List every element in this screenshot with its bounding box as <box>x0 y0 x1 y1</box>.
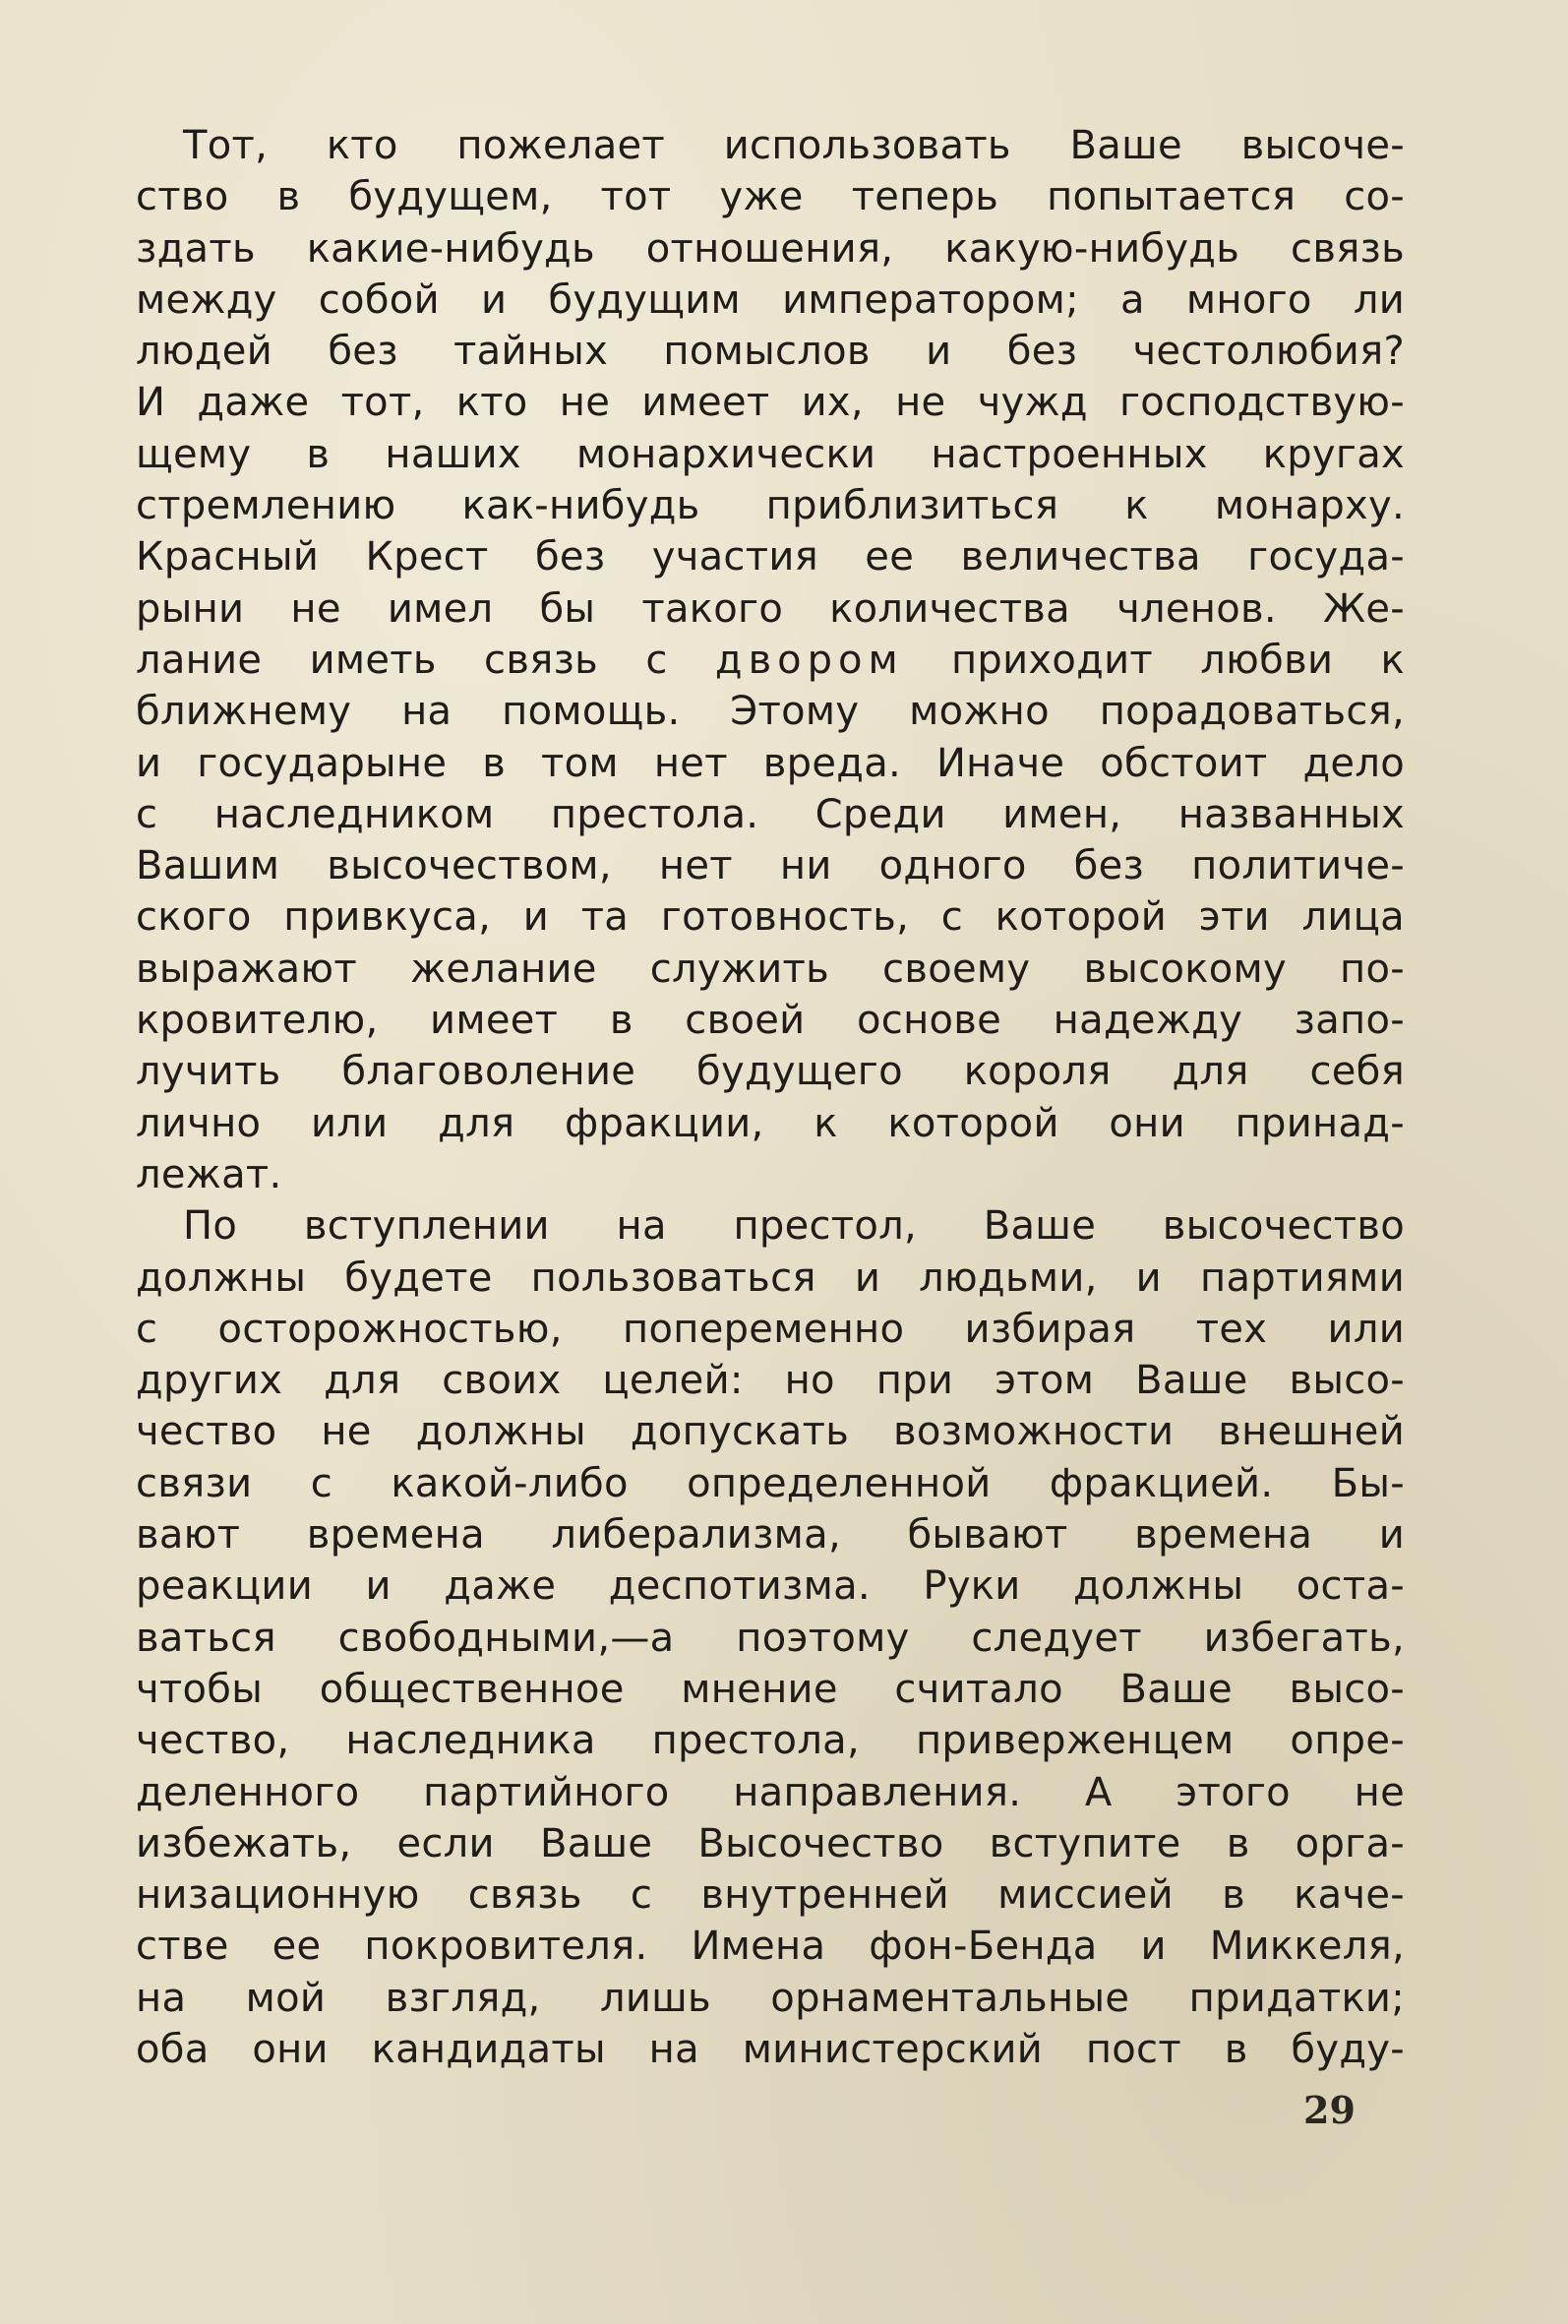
text-line: стве ее покровителя. Имена фон-Бенда и Миккеля, <box>136 1924 1405 1970</box>
text-line: лежат. <box>136 1151 282 1197</box>
text-line: должны будете пользоваться и людьми, и партиями <box>136 1254 1405 1301</box>
text-line: ство в будущем, тот уже теперь попытается со- <box>136 174 1405 220</box>
text-line: здать какие-нибудь отношения, какую-нибудь связь <box>136 225 1405 272</box>
text-line: с наследником престола. Среди имен, названных <box>136 791 1405 837</box>
text-line: с осторожностью, попеременно избирая тех или <box>136 1306 1405 1352</box>
text-line: щему в наших монархически настроенных кругах <box>136 431 1405 477</box>
text-line: на мой взгляд, лишь орнаментальные придатки; <box>136 1975 1405 2021</box>
text-line: реакции и даже деспотизма. Руки должны оста- <box>136 1563 1405 1610</box>
text-line: лично или для фракции, к которой они принад- <box>136 1100 1405 1146</box>
text-line: других для своих целей: но при этом Ваше высо- <box>136 1358 1405 1404</box>
text-line: чество, наследника престола, приверженцем опре- <box>136 1718 1405 1764</box>
text-line: связи с какой-либо определенной фракцией. Бы- <box>136 1460 1405 1506</box>
text-line: ваться свободными,—а поэтому следует избегать, <box>136 1615 1405 1661</box>
text-line: стремлению как-нибудь приблизиться к монарху. <box>136 483 1405 529</box>
text-line: чество не должны допускать возможности внешней <box>136 1409 1405 1455</box>
text-line: оба они кандидаты на министерский пост в буду- <box>136 2026 1405 2072</box>
text-line: низационную связь с внутренней миссией в каче- <box>136 1872 1405 1919</box>
text-line: вают времена либерализма, бывают времена и <box>136 1512 1405 1559</box>
text-line: людей без тайных помыслов и без честолюбия? <box>136 329 1405 375</box>
text-line: чтобы общественное мнение считало Ваше высо- <box>136 1666 1405 1712</box>
text-line: кровителю, имеет в своей основе надежду запо- <box>136 998 1405 1044</box>
text-line: ского привкуса, и та готовность, с которой эти лица <box>136 894 1405 941</box>
text-line: Тот, кто пожелает использовать Ваше высоче- <box>183 123 1405 168</box>
text-line: ближнему на помощь. Этому можно порадоваться, <box>136 689 1405 735</box>
emphasized-word: двором <box>714 637 904 683</box>
text-line: лание иметь связь с двором приходит любви к <box>136 637 1405 683</box>
text-line: лучить благоволение будущего короля для себя <box>136 1049 1405 1095</box>
text-line: По вступлении на престол, Ваше высочество <box>183 1203 1405 1250</box>
text-line: деленного партийного направления. А этого не <box>136 1769 1405 1815</box>
paragraph-2 <box>136 1200 1405 2075</box>
body-text <box>136 120 1405 2075</box>
text-line: рыни не имел бы такого количества членов. Же- <box>136 585 1405 632</box>
text-line: Вашим высочеством, нет ни одного без политиче- <box>136 843 1405 889</box>
paragraph-1 <box>136 120 1405 1200</box>
text-line: и государыне в том нет вреда. Иначе обстоит дело <box>136 740 1405 786</box>
text-line: выражают желание служить своему высокому по- <box>136 946 1405 992</box>
text-line: И даже тот, кто не имеет их, не чужд господствую- <box>136 380 1405 426</box>
text-line: между собой и будущим императором; а много ли <box>136 276 1405 323</box>
page-number: 29 <box>1303 2088 1356 2132</box>
text-line: Красный Крест без участия ее величества госуда- <box>136 534 1405 581</box>
text-line: избежать, если Ваше Высочество вступите в орга- <box>136 1820 1405 1866</box>
